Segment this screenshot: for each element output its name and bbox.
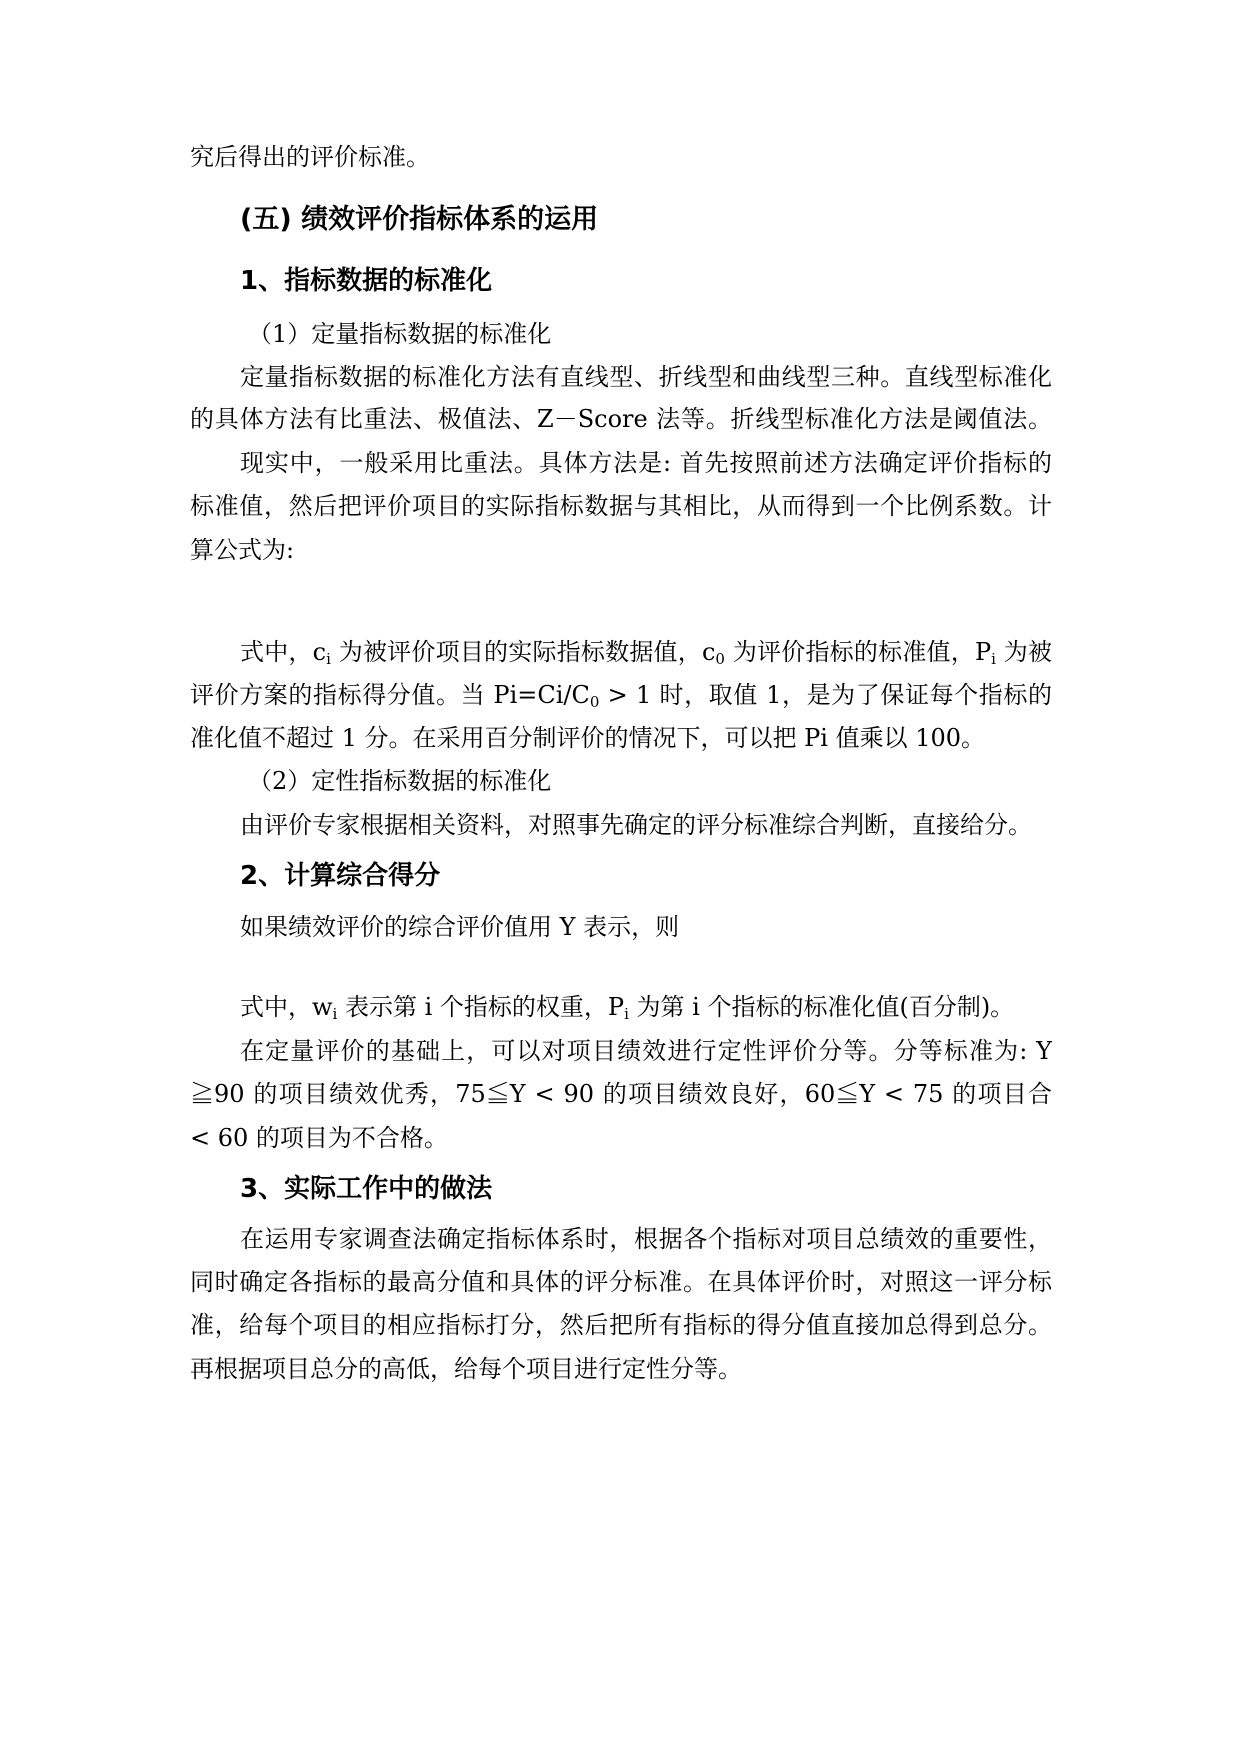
paragraph-line: 的具体方法有比重法、极值法、Z－Score 法等。折线型标准化方法是阈值法。 bbox=[190, 405, 1052, 433]
subsubsection-heading: （1）定量指标数据的标准化 bbox=[248, 320, 552, 348]
subsection-heading: 3、实际工作中的做法 bbox=[240, 1174, 493, 1204]
paragraph-line: 究后得出的评价标准。 bbox=[190, 143, 430, 171]
paragraph-line: 由评价专家根据相关资料，对照事先确定的评分标准综合判断，直接给分。 bbox=[240, 811, 1032, 839]
subsection-heading: 1、指标数据的标准化 bbox=[240, 266, 493, 296]
subsubsection-heading: （2）定性指标数据的标准化 bbox=[248, 767, 552, 795]
paragraph-line: ≧90 的项目绩效优秀，75≦Y < 90 的项目绩效良好，60≦Y < 75 的项目合 bbox=[190, 1080, 1052, 1108]
formula-placeholder bbox=[190, 948, 1052, 988]
section-heading: (五) 绩效评价指标体系的运用 bbox=[240, 204, 599, 235]
paragraph-line: 再根据项目总分的高低，给每个项目进行定性分等。 bbox=[190, 1355, 742, 1383]
paragraph-line: 在运用专家调查法确定指标体系时，根据各个指标对项目总绩效的重要性， bbox=[240, 1225, 1052, 1253]
formula-placeholder bbox=[190, 580, 1052, 620]
paragraph-line: 定量指标数据的标准化方法有直线型、折线型和曲线型三种。直线型标准化 bbox=[240, 363, 1052, 391]
paragraph-line: 式中，$w_i$ 表示第 i 个指标的权重，$P_i$ 为第 i 个指标的标准化值(百分制)。 bbox=[240, 993, 1015, 1023]
paragraph-line: < 60 的项目为不合格。 bbox=[190, 1124, 448, 1152]
paragraph-line: 标准值，然后把评价项目的实际指标数据与其相比，从而得到一个比例系数。计 bbox=[190, 492, 1052, 520]
paragraph-line: 式中，$c_i$ 为被评价项目的实际指标数据值，$c_0$ 为评价指标的标准值，$P_i$ 为被 bbox=[240, 638, 1052, 668]
paragraph-line: 同时确定各指标的最高分值和具体的评分标准。在具体评价时，对照这一评分标 bbox=[190, 1268, 1052, 1296]
paragraph-line: 评价方案的指标得分值。当 $Pi=Ci/C_0 > 1$ 时，取值 1，是为了保证每个指标的 bbox=[190, 681, 1052, 711]
paragraph-line: 在定量评价的基础上，可以对项目绩效进行定性评价分等。分等标准为: Y bbox=[240, 1037, 1052, 1065]
paragraph-line: 现实中，一般采用比重法。具体方法是: 首先按照前述方法确定评价指标的 bbox=[240, 449, 1052, 477]
paragraph-line: 如果绩效评价的综合评价值用 Y 表示，则 bbox=[240, 913, 680, 941]
subsection-heading: 2、计算综合得分 bbox=[240, 861, 441, 891]
paragraph-line: 准化值不超过 1 分。在采用百分制评价的情况下，可以把 Pi 值乘以 100。 bbox=[190, 724, 986, 752]
paragraph-line: 准，给每个项目的相应指标打分，然后把所有指标的得分值直接加总得到总分。 bbox=[190, 1311, 1052, 1339]
paragraph-line: 算公式为: bbox=[190, 536, 295, 564]
